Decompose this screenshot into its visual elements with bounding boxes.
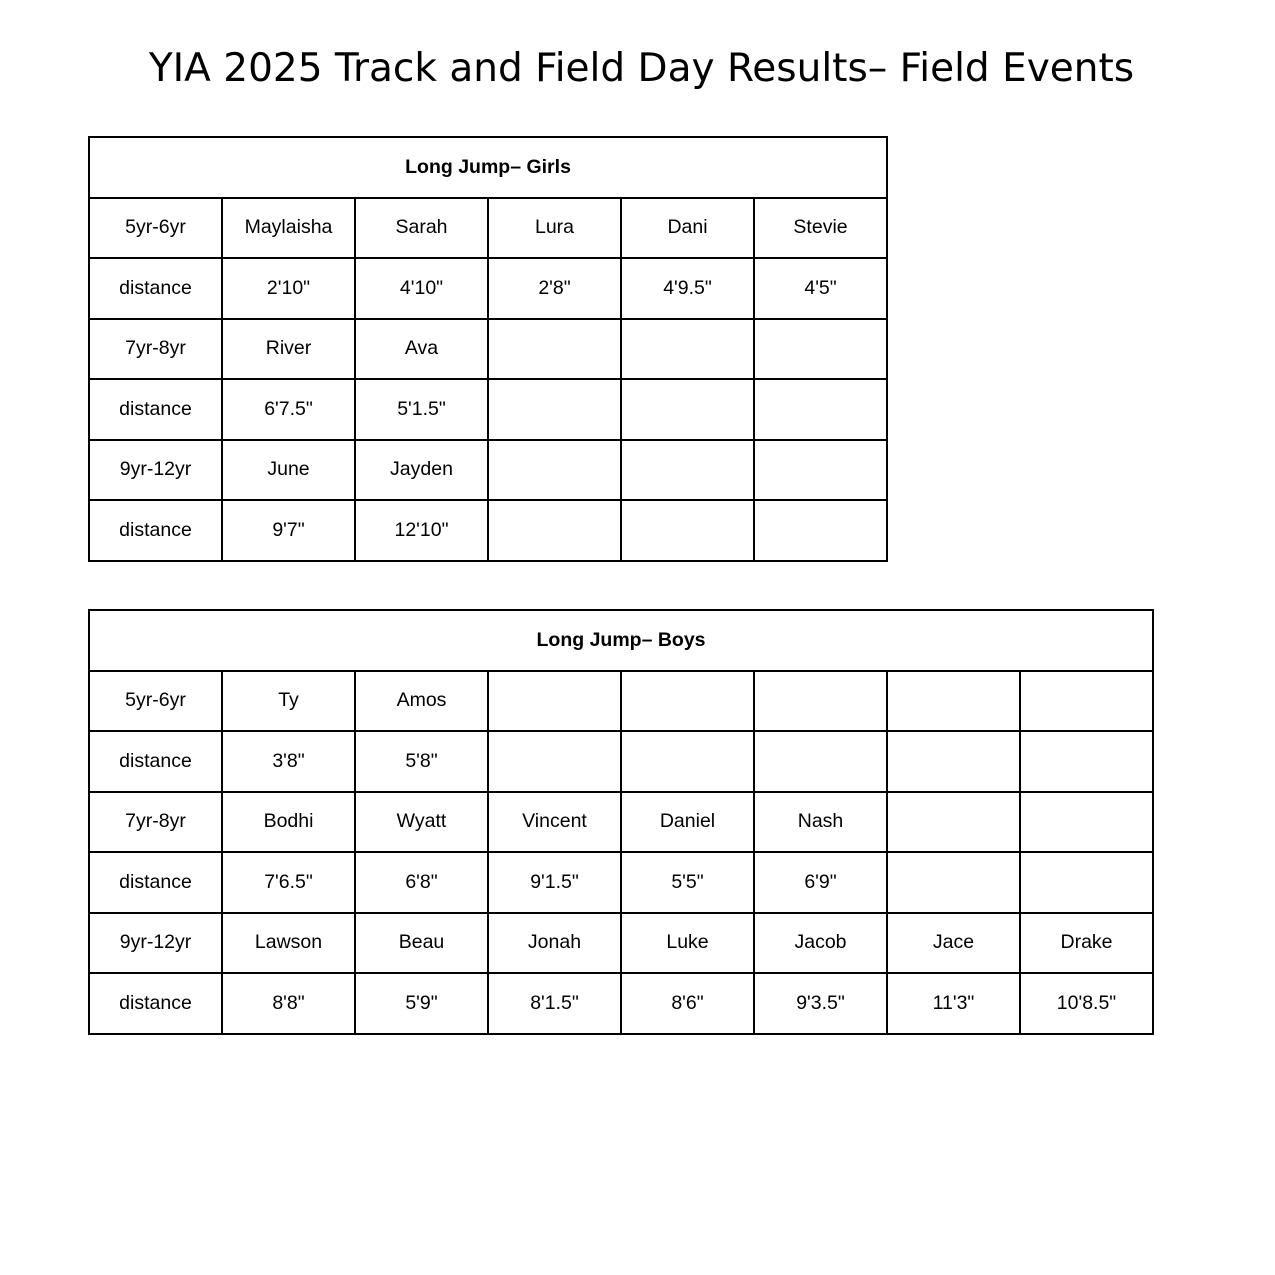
- table-cell: Amos: [355, 671, 488, 732]
- table-cell: 12'10": [355, 500, 488, 561]
- table-body: [89, 198, 887, 561]
- row-label-cell: 5yr-6yr: [89, 198, 222, 259]
- table-body: [89, 671, 1153, 1034]
- table-header-row: [89, 610, 1153, 671]
- table-cell: [488, 440, 621, 501]
- row-label-cell: distance: [89, 852, 222, 913]
- table-cell: 5'9": [355, 973, 488, 1034]
- table-cell: Vincent: [488, 792, 621, 853]
- table-cell: [754, 319, 887, 380]
- long-jump-boys-table: [88, 609, 1154, 1035]
- table-cell: 2'10": [222, 258, 355, 319]
- page-title: YIA 2025 Track and Field Day Results– Field Events: [148, 46, 1135, 91]
- table-row: [89, 319, 887, 380]
- table-cell: 4'5": [754, 258, 887, 319]
- table-row: [89, 671, 1153, 732]
- row-label-cell: distance: [89, 500, 222, 561]
- table-row: [89, 792, 1153, 853]
- table-cell: Maylaisha: [222, 198, 355, 259]
- table-cell: [621, 731, 754, 792]
- table-cell: June: [222, 440, 355, 501]
- table-cell: 2'8": [488, 258, 621, 319]
- table-cell: [754, 731, 887, 792]
- table-cell: Beau: [355, 913, 488, 974]
- table-cell: 11'3": [887, 973, 1020, 1034]
- row-label-cell: distance: [89, 258, 222, 319]
- long-jump-girls-table: [88, 136, 888, 562]
- row-label-cell: 9yr-12yr: [89, 913, 222, 974]
- table-cell: Jonah: [488, 913, 621, 974]
- table-cell: [488, 379, 621, 440]
- table-cell: 5'8": [355, 731, 488, 792]
- table-cell: 6'9": [754, 852, 887, 913]
- table-cell: [754, 671, 887, 732]
- table-cell: Lawson: [222, 913, 355, 974]
- table-header-row: [89, 137, 887, 198]
- table-cell: Jayden: [355, 440, 488, 501]
- table-cell: [887, 671, 1020, 732]
- table-cell: [887, 792, 1020, 853]
- table-cell: [621, 440, 754, 501]
- table-header: Long Jump– Boys: [89, 610, 1153, 671]
- row-label-cell: 9yr-12yr: [89, 440, 222, 501]
- table-cell: River: [222, 319, 355, 380]
- table-cell: Ty: [222, 671, 355, 732]
- table-row: [89, 500, 887, 561]
- table-cell: 4'10": [355, 258, 488, 319]
- table-cell: Jacob: [754, 913, 887, 974]
- table-cell: [621, 379, 754, 440]
- table-cell: [1020, 792, 1153, 853]
- table-cell: [488, 671, 621, 732]
- row-label-cell: 5yr-6yr: [89, 671, 222, 732]
- table-cell: 5'5": [621, 852, 754, 913]
- table-cell: [1020, 731, 1153, 792]
- row-label-cell: 7yr-8yr: [89, 792, 222, 853]
- table-cell: Sarah: [355, 198, 488, 259]
- table-cell: 3'8": [222, 731, 355, 792]
- table-cell: Nash: [754, 792, 887, 853]
- row-label-cell: distance: [89, 973, 222, 1034]
- table-cell: 4'9.5": [621, 258, 754, 319]
- table-cell: [488, 500, 621, 561]
- row-label-cell: distance: [89, 731, 222, 792]
- table-cell: Bodhi: [222, 792, 355, 853]
- table-cell: Ava: [355, 319, 488, 380]
- table-cell: 10'8.5": [1020, 973, 1153, 1034]
- table-cell: [1020, 671, 1153, 732]
- table-cell: [754, 379, 887, 440]
- table-row: [89, 440, 887, 501]
- table-cell: [621, 671, 754, 732]
- table-cell: 9'7": [222, 500, 355, 561]
- table-cell: [1020, 852, 1153, 913]
- table-cell: Dani: [621, 198, 754, 259]
- table-header: Long Jump– Girls: [89, 137, 887, 198]
- table-cell: [621, 500, 754, 561]
- table-row: [89, 731, 1153, 792]
- table-cell: 8'6": [621, 973, 754, 1034]
- table-cell: Luke: [621, 913, 754, 974]
- table-cell: Stevie: [754, 198, 887, 259]
- table-cell: 7'6.5": [222, 852, 355, 913]
- table-cell: 8'8": [222, 973, 355, 1034]
- row-label-cell: distance: [89, 379, 222, 440]
- table-cell: 9'3.5": [754, 973, 887, 1034]
- table-cell: 6'7.5": [222, 379, 355, 440]
- table-cell: [621, 319, 754, 380]
- table-cell: 6'8": [355, 852, 488, 913]
- table-cell: [488, 731, 621, 792]
- table-cell: 8'1.5": [488, 973, 621, 1034]
- table-cell: 5'1.5": [355, 379, 488, 440]
- table-cell: [488, 319, 621, 380]
- table-row: [89, 852, 1153, 913]
- table-cell: [754, 500, 887, 561]
- row-label-cell: 7yr-8yr: [89, 319, 222, 380]
- table-cell: [887, 852, 1020, 913]
- table-cell: Jace: [887, 913, 1020, 974]
- table-cell: [754, 440, 887, 501]
- table-cell: Drake: [1020, 913, 1153, 974]
- table-cell: Lura: [488, 198, 621, 259]
- table-row: [89, 258, 887, 319]
- table-row: [89, 973, 1153, 1034]
- table-row: [89, 379, 887, 440]
- table-cell: Wyatt: [355, 792, 488, 853]
- table-cell: Daniel: [621, 792, 754, 853]
- table-cell: [887, 731, 1020, 792]
- table-row: [89, 198, 887, 259]
- table-cell: 9'1.5": [488, 852, 621, 913]
- table-row: [89, 913, 1153, 974]
